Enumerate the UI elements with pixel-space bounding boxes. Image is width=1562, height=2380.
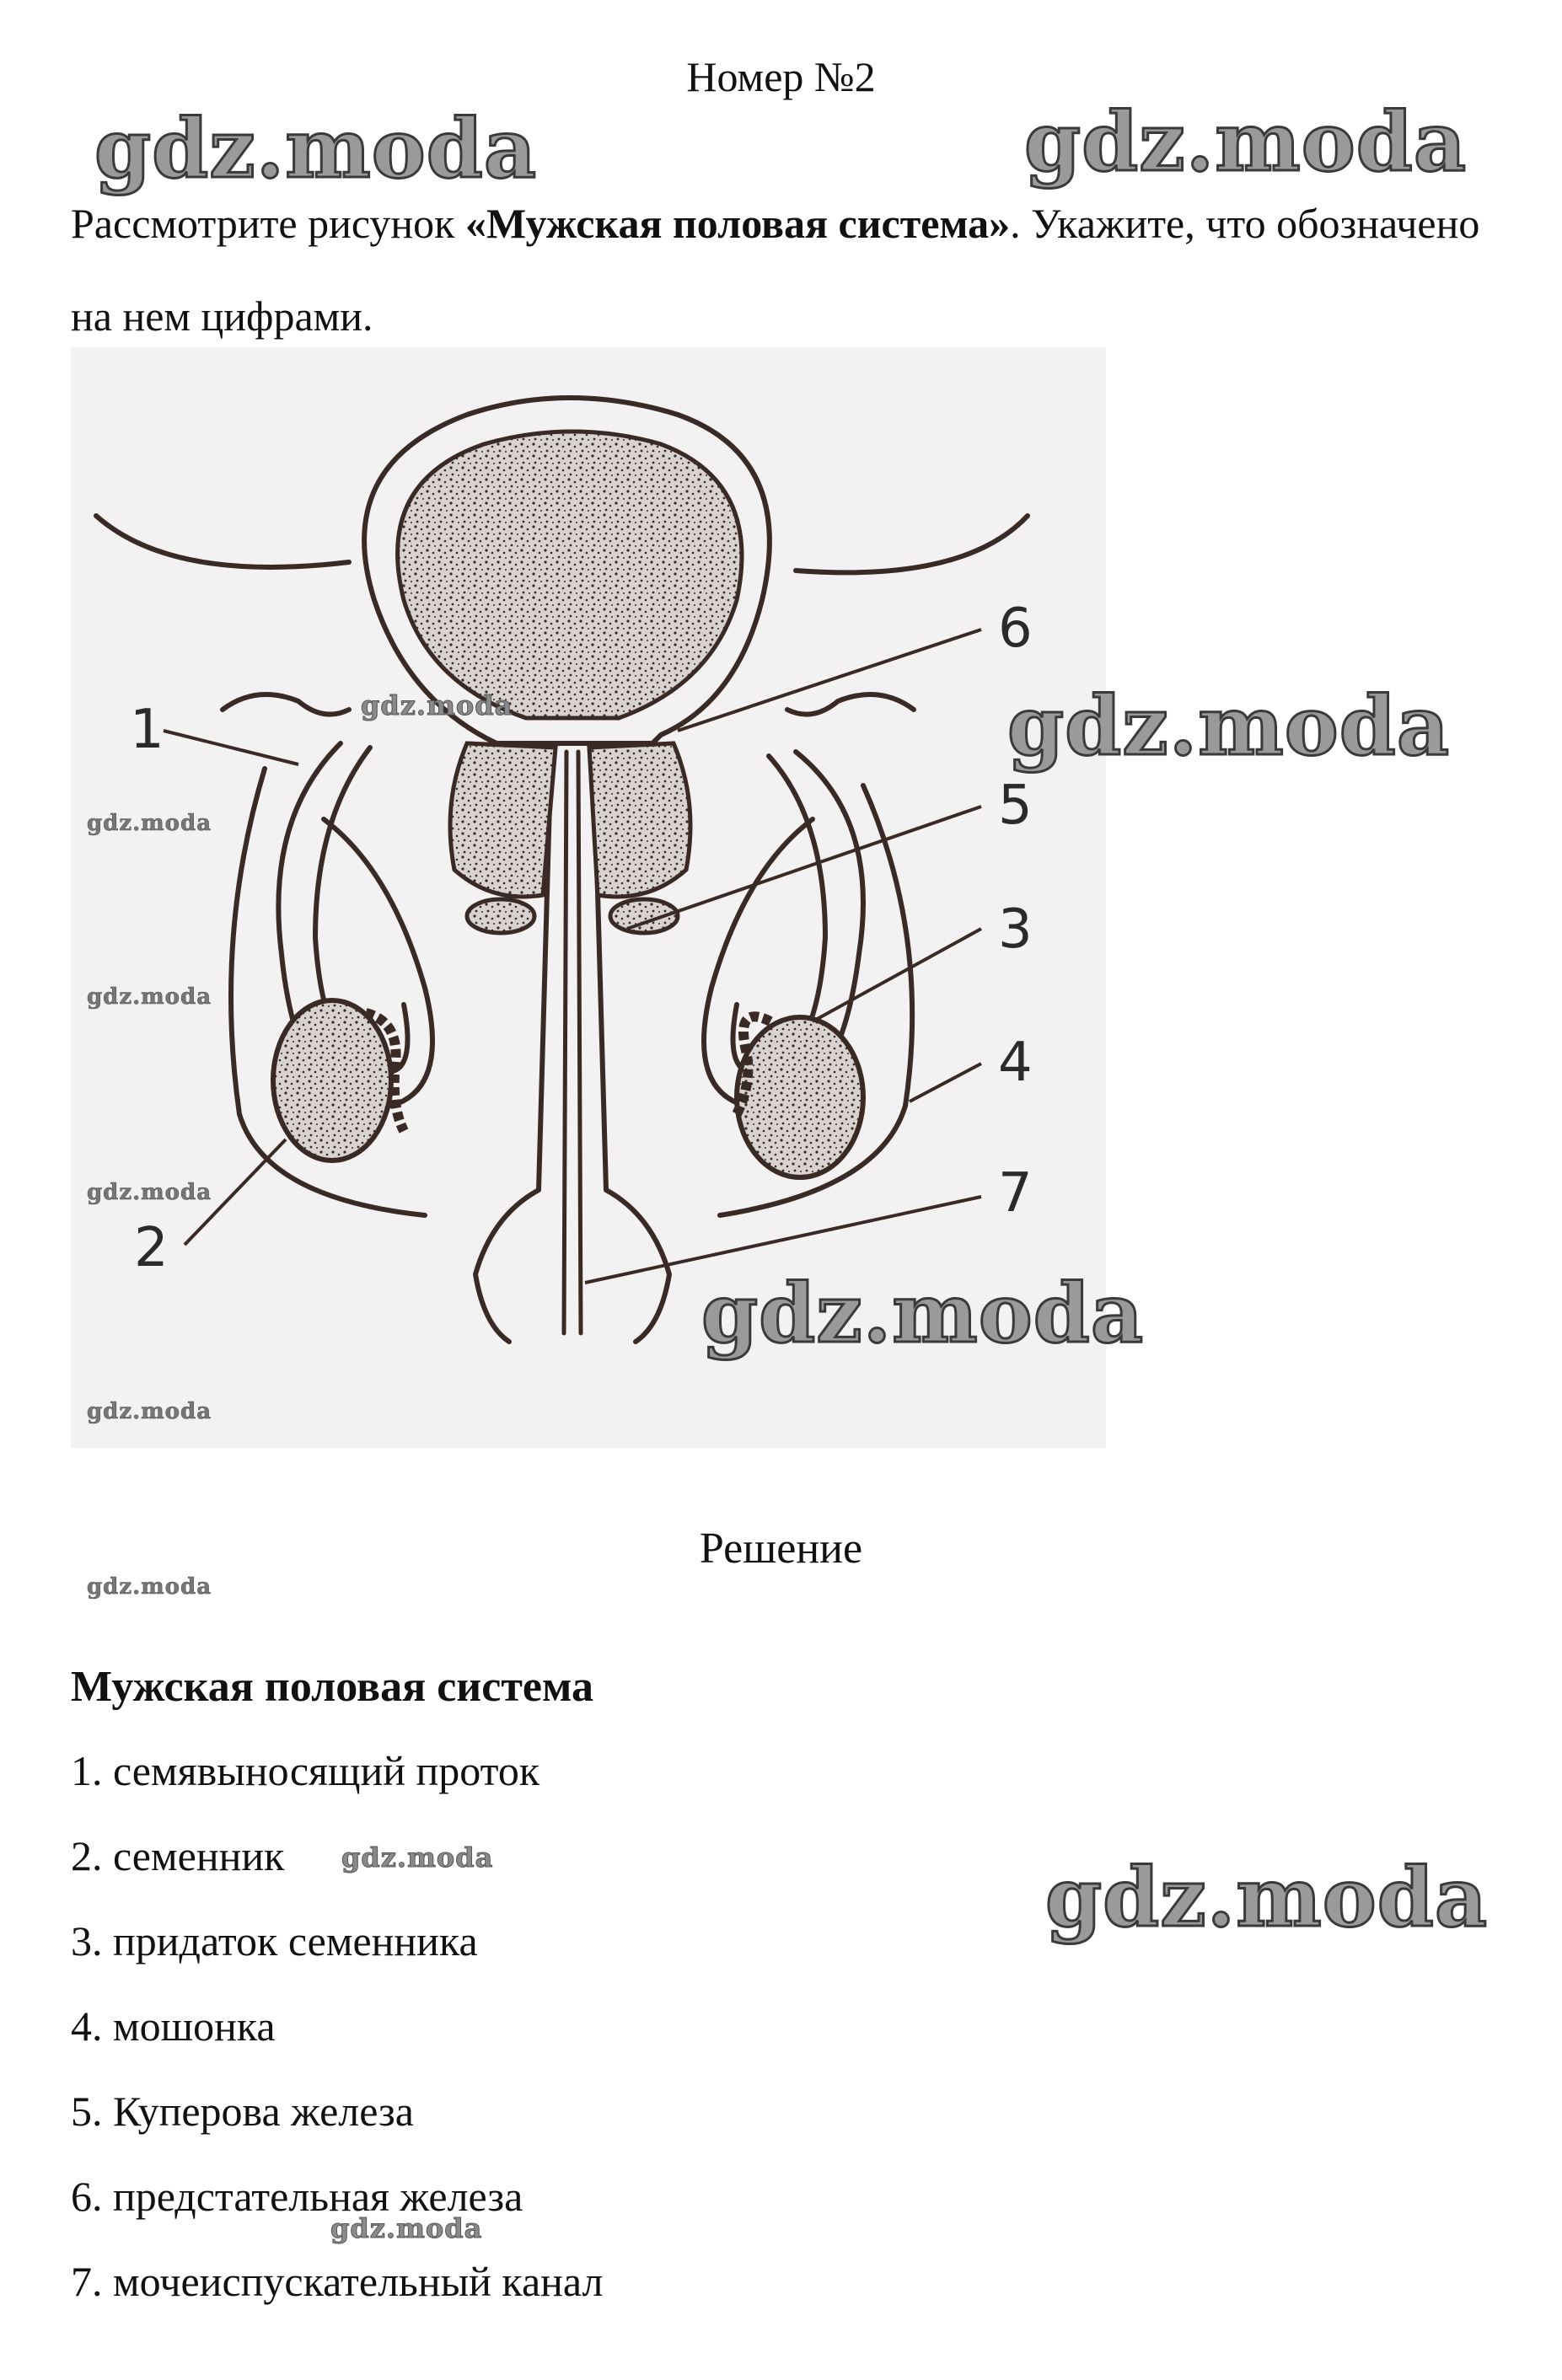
watermark: gdz.moda	[330, 2212, 483, 2244]
watermark: gdz.moda	[361, 689, 513, 721]
label-6: 6	[998, 598, 1033, 660]
watermark: gdz.moda	[1045, 1850, 1489, 1945]
task-number: Номер №2	[686, 53, 876, 100]
solution-title: Мужская половая система	[71, 1663, 594, 1711]
label-1: 1	[130, 699, 164, 761]
watermark: gdz.moda	[94, 101, 538, 196]
label-3: 3	[998, 898, 1033, 961]
label-5: 5	[998, 775, 1033, 837]
figure-title: «Мужская половая система»	[464, 200, 1011, 247]
answer-item: 7. мочеиспускательный канал	[71, 2258, 604, 2305]
answer-item: 3. придаток семенника	[71, 1917, 478, 1965]
cowper-gland-left	[467, 899, 534, 933]
answer-item: 2. семенник	[71, 1832, 285, 1879]
answer-item: 4. мошонка	[71, 2002, 276, 2050]
testis-right	[737, 1017, 863, 1177]
question-part2: . Укажите, что обозначено на нем цифрами.	[71, 200, 1480, 340]
watermark: gdz.moda	[1024, 94, 1468, 190]
prostate-right	[589, 743, 690, 897]
urethra	[564, 752, 566, 1333]
answer-item: 1. семявыносящий проток	[71, 1747, 540, 1794]
label-2: 2	[134, 1217, 169, 1279]
watermark: gdz.moda	[87, 1180, 212, 1205]
answer-item: 6. предстательная железа	[71, 2173, 523, 2220]
bladder	[398, 432, 742, 718]
prostate-left	[450, 743, 556, 897]
watermark: gdz.moda	[701, 1266, 1145, 1361]
answer-item: 5. Куперова железа	[71, 2088, 414, 2135]
label-7: 7	[998, 1162, 1033, 1225]
answer-list	[71, 1741, 604, 2337]
watermark: gdz.moda	[87, 984, 212, 1010]
testis-left	[273, 1000, 391, 1161]
label-4: 4	[998, 1032, 1033, 1094]
watermark: gdz.moda	[87, 811, 212, 836]
solution-heading: Решение	[699, 1525, 863, 1573]
watermark: gdz.moda	[87, 1399, 212, 1424]
question-part1: Рассмотрите рисунок	[71, 200, 465, 247]
watermark: gdz.moda	[341, 1841, 494, 1873]
question-text	[71, 177, 1521, 362]
watermark: gdz.moda	[1007, 678, 1451, 774]
watermark: gdz.moda	[87, 1574, 212, 1600]
